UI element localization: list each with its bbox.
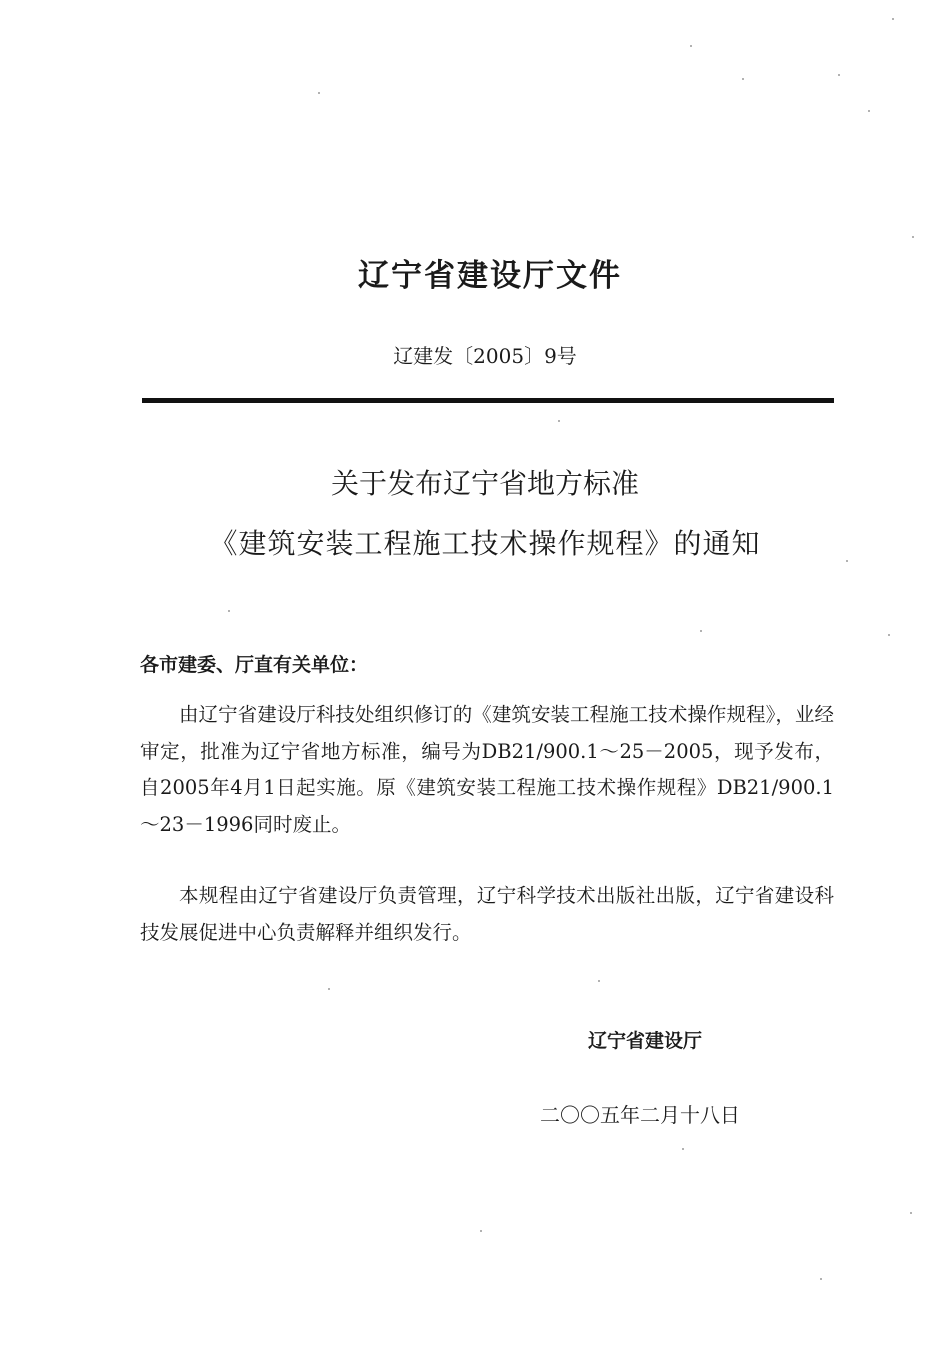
signature-date: 二〇〇五年二月十八日 [540,1103,740,1127]
signature-organization: 辽宁省建设厅 [588,1030,703,1052]
header-divider-rule [142,398,834,403]
notice-title-line-2: 《建筑安装工程施工技术操作规程》的通知 [209,527,761,560]
notice-title-line-1: 关于发布辽宁省地方标准 [330,467,639,500]
salutation: 各市建委、厅直有关单位： [140,654,369,676]
document-number: 辽建发〔2005〕9号 [393,344,577,368]
body-paragraph: 由辽宁省建设厅科技处组织修订的《建筑安装工程施工技术操作规程》，业经审定，批准为辽宁省地方标准，编号为DB21/900.1～25－2005，现予发布，自2005年4月1日起实施。原《建筑安装工程施工技术操作规程》DB21/900.1～23－1996同时废止。 [140,703,834,836]
body-paragraph: 本规程由辽宁省建设厅负责管理，辽宁科学技术出版社出版，辽宁省建设科技发展促进中心负责解释并组织发行。 [140,884,834,944]
document-header-title: 辽宁省建设厅文件 [358,258,622,294]
